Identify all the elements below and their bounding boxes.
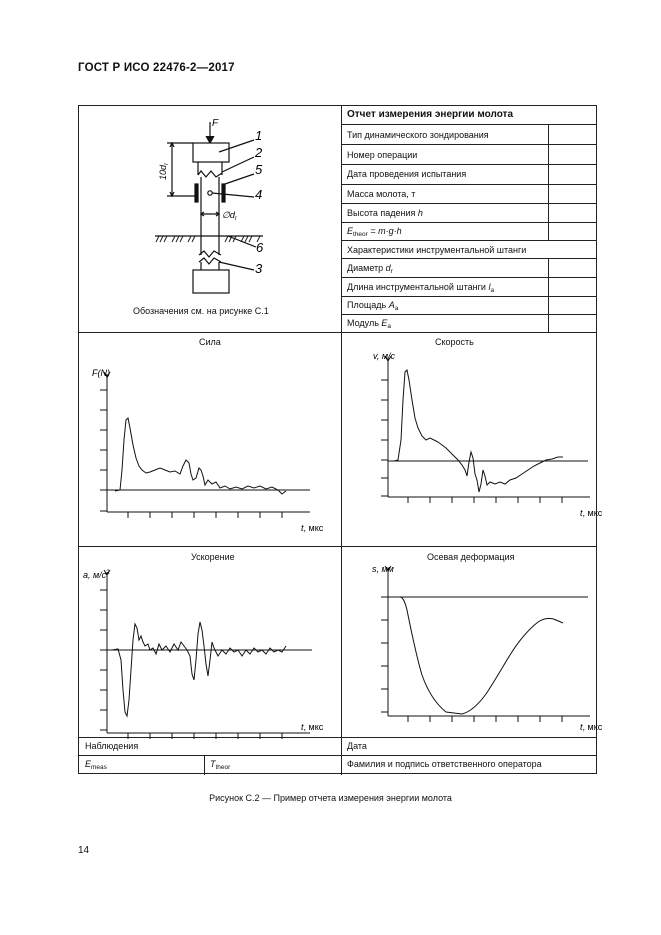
dim-diameter-label: $\emptyset d_r$ bbox=[222, 210, 237, 222]
report-row-date: Дата проведения испытания bbox=[347, 169, 467, 179]
emeas-label: $E_{meas}$ bbox=[85, 759, 107, 771]
report-row-probe-type: Тип динамического зондирования bbox=[347, 130, 489, 140]
diagram-note: Обозначения см. на рисунке С.1 bbox=[133, 306, 269, 316]
callout-3: 3 bbox=[255, 261, 263, 276]
callout-5: 5 bbox=[255, 162, 263, 177]
force-chart-title: Сила bbox=[199, 337, 221, 347]
page-number: 14 bbox=[78, 845, 90, 856]
velocity-ylabel: v, м/с bbox=[373, 351, 396, 361]
rod-row-area: Площадь $A_a$ bbox=[347, 300, 399, 312]
ttheor-label: $T_{theor}$ bbox=[210, 759, 231, 771]
date-label: Дата bbox=[347, 741, 367, 751]
deformation-chart-title: Осевая деформация bbox=[427, 552, 515, 562]
velocity-xlabel: t, мкс bbox=[580, 508, 603, 518]
report-title: Отчет измерения энергии молота bbox=[347, 109, 514, 120]
acceleration-ylabel: a, $м/с^2$ bbox=[83, 570, 110, 580]
document-header: ГОСТ Р ИСО 22476-2—2017 bbox=[78, 62, 235, 74]
force-xlabel: t, мкс bbox=[301, 523, 324, 533]
callout-2: 2 bbox=[255, 145, 263, 160]
force-label: F bbox=[212, 118, 219, 129]
callout-4: 4 bbox=[255, 187, 263, 202]
force-ylabel: F(N) bbox=[92, 368, 110, 378]
velocity-chart-title: Скорость bbox=[435, 337, 474, 347]
callout-1: 1 bbox=[255, 128, 263, 143]
rod-row-modulus: Модуль $E_a$ bbox=[347, 318, 392, 330]
rod-row-diameter: Диаметр $d_r$ bbox=[347, 263, 393, 275]
figure-caption: Рисунок С.2 — Пример отчета измерения энергии молота bbox=[209, 793, 452, 803]
callout-6: 6 bbox=[256, 240, 264, 255]
report-row-etheor: $E_{theor} = m\cdot g\cdot h$ bbox=[347, 226, 402, 238]
report-row-drop-height: Высота падения h bbox=[347, 208, 423, 218]
report-row-operation: Номер операции bbox=[347, 150, 418, 160]
rod-row-length: Длина инструментальной штанги $l_a$ bbox=[347, 282, 495, 294]
deformation-xlabel: t, мкс bbox=[580, 722, 603, 732]
acceleration-chart-title: Ускорение bbox=[191, 552, 235, 562]
dim-10d-label: $10d_r$ bbox=[158, 162, 170, 180]
rod-section-title: Характеристики инструментальной штанги bbox=[347, 245, 527, 255]
operator-signature-label: Фамилия и подпись ответственного оператора bbox=[347, 759, 542, 769]
deformation-ylabel: s, мм bbox=[372, 564, 394, 574]
observations-label: Наблюдения bbox=[85, 741, 139, 751]
acceleration-xlabel: t, мкс bbox=[301, 722, 324, 732]
report-row-hammer-mass: Масса молота, т bbox=[347, 189, 416, 199]
